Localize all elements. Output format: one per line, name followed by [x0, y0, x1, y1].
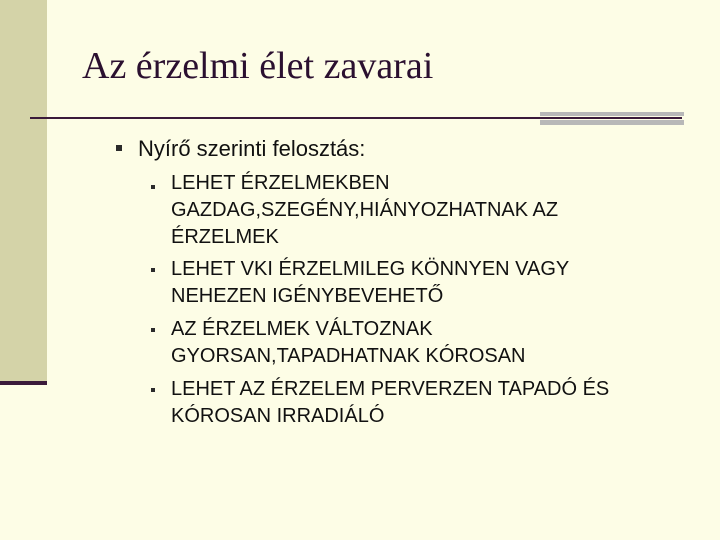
main-bullet-text: Nyírő szerinti felosztás:: [138, 136, 366, 161]
sub-bullet-item: LEHET VKI ÉRZELMILEG KÖNNYEN VAGY NEHEZEN IGÉNYBEVEHETŐ: [171, 258, 569, 307]
decorative-rule-light-lower: [540, 120, 684, 125]
sub-bullet-marker: [151, 185, 155, 189]
slide-title: Az érzelmi élet zavarai: [82, 45, 434, 87]
decorative-bar-underline: [0, 381, 47, 385]
decorative-left-bar: [0, 0, 47, 383]
decorative-rule-light: [540, 112, 684, 116]
sub-bullet-item: LEHET ÉRZELMEKBEN GAZDAG,SZEGÉNY,HIÁNYOZHATNAK AZ ÉRZELMEK: [171, 172, 559, 248]
title-divider: [30, 117, 682, 119]
sub-bullet-item: LEHET AZ ÉRZELEM PERVERZEN TAPADÓ ÉS KÓROSAN IRRADIÁLÓ: [171, 378, 610, 427]
sub-bullet-marker: [151, 328, 155, 332]
sub-bullet-marker: [151, 268, 155, 272]
sub-bullet-marker: [151, 388, 155, 392]
main-bullet-marker: [116, 145, 122, 151]
sub-bullet-item: AZ ÉRZELMEK VÁLTOZNAK GYORSAN,TAPADHATNAK KÓROSAN: [171, 318, 526, 367]
